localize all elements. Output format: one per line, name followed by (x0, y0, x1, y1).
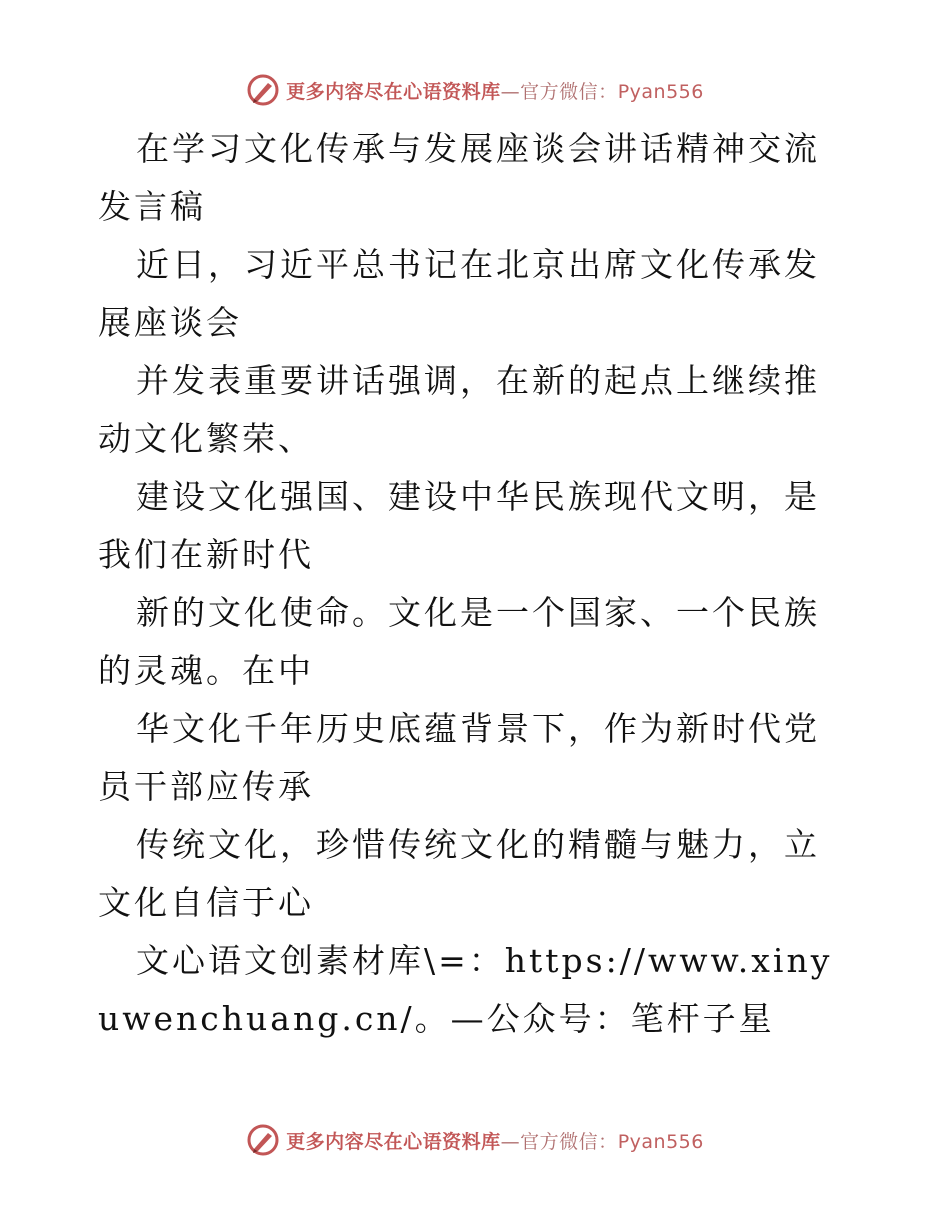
header-banner-wechat-id: Pyan556 (617, 80, 704, 103)
paragraph: 传统文化，珍惜传统文化的精髓与魅力，立文化自信于心 (98, 825, 820, 922)
footer-banner-wechat-id: Pyan556 (617, 1130, 704, 1153)
paragraph: 近日，习近平总书记在北京出席文化传承发展座谈会 (98, 245, 820, 342)
header-banner-wechat-label: —官方微信： (500, 80, 618, 103)
paragraph: 新的文化使命。文化是一个国家、一个民族的灵魂。在中 (98, 593, 820, 690)
footer-banner-title: 更多内容尽在心语资料库 (286, 1130, 501, 1153)
footer-banner-wechat-label: —官方微信： (500, 1130, 618, 1153)
paragraph: 华文化千年历史底蕴背景下，作为新时代党员干部应传承 (98, 709, 820, 806)
pen-circle-logo-icon (246, 1123, 280, 1157)
footer-banner-text (286, 1127, 704, 1154)
header-banner-text (286, 77, 704, 104)
paragraph: 建设文化强国、建设中华民族现代文明，是我们在新时代 (98, 477, 820, 574)
paragraph: 并发表重要讲话强调，在新的起点上继续推动文化繁荣、 (98, 361, 820, 458)
document-body (98, 120, 854, 1048)
header-banner-title: 更多内容尽在心语资料库 (286, 80, 501, 103)
paragraph-source-link: 文心语文创素材库\=：https://www.xinyuwenchuang.cn/。—公众号：笔杆子星 (98, 941, 833, 1038)
footer-banner (0, 1120, 950, 1160)
pen-circle-logo-icon (246, 73, 280, 107)
paragraph-title: 在学习文化传承与发展座谈会讲话精神交流发言稿 (98, 129, 820, 226)
header-banner (0, 70, 950, 110)
